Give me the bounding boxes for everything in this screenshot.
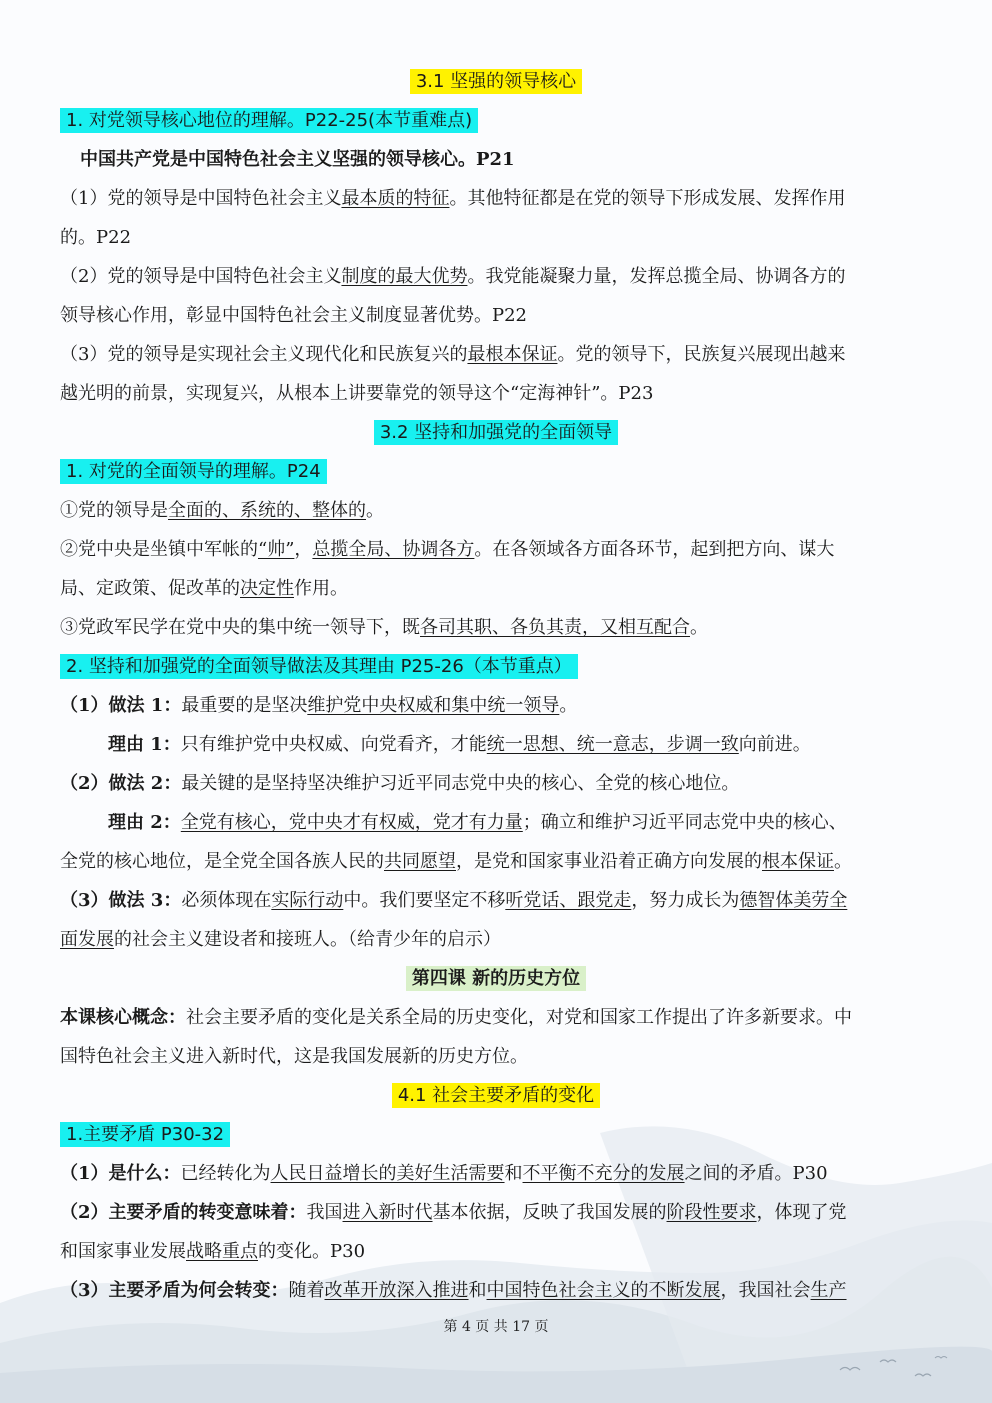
text: 中。我们要坚定不移 <box>343 890 506 911</box>
method-label: （1）做法 1： <box>60 695 182 716</box>
list-item-continuation <box>60 569 932 608</box>
underlined-term: 听党话、跟党走 <box>505 890 632 911</box>
paragraph-line <box>60 1271 932 1310</box>
underlined-term: 改革开放深入推进 <box>324 1280 469 1301</box>
underlined-term: 最本质的特征 <box>341 188 450 209</box>
underlined-term: “帅” <box>258 539 295 560</box>
reason-line <box>60 803 932 842</box>
text: （2）党的领导是中国特色社会主义 <box>60 266 342 287</box>
paragraph-line: 越光明的前景，实现复兴，从根本上讲要靠党的领导这个“定海神针”。P23 <box>60 383 654 404</box>
page-number-footer: 第 4 页 共 17 页 <box>443 1319 549 1335</box>
text: ，体现了党 <box>756 1202 847 1223</box>
list-item <box>60 608 932 647</box>
subheading: 1. 对党领导核心地位的理解。P22-25(本节重难点) <box>60 108 478 133</box>
underlined-term: 全面的、系统的、整体的 <box>168 500 366 521</box>
text: 社会主要矛盾的变化是关系全局的历史变化，对党和国家工作提出了许多新要求。中 <box>186 1007 852 1028</box>
underlined-term: 不平衡不充分的发展 <box>522 1163 685 1184</box>
text: ③党政军民学在党中央的集中统一领导下，既 <box>60 617 420 638</box>
method-continuation <box>60 920 932 959</box>
text: 基本依据，反映了我国发展的 <box>432 1202 667 1223</box>
intro-line: 中国共产党是中国特色社会主义坚强的领导核心。P21 <box>80 149 515 170</box>
lesson-4-heading <box>60 959 932 998</box>
underlined-term: 统一思想、统一意志，步调一致 <box>486 734 739 755</box>
paragraph-line <box>60 257 932 296</box>
text: ②党中央是坐镇中军帐的 <box>60 539 258 560</box>
text: 之间的矛盾。P30 <box>684 1163 828 1184</box>
underlined-term: 德智体美劳全 <box>739 890 848 911</box>
core-concept-line <box>60 998 932 1037</box>
subheading: 2. 坚持和加强党的全面领导做法及其理由 P25-26（本节重点） <box>60 654 578 679</box>
underlined-term: 战略重点 <box>186 1241 258 1262</box>
core-concept-continuation: 国特色社会主义进入新时代，这是我国发展新的历史方位。 <box>60 1046 528 1067</box>
text: 的变化。P30 <box>258 1241 366 1262</box>
document-body <box>60 62 932 1310</box>
text: 的社会主义建设者和接班人。（给青少年的启示） <box>114 929 501 950</box>
text: 。在各领域各方面各环节，起到把方向、谋大 <box>474 539 835 560</box>
underlined-term: 中国特色社会主义的不断发展 <box>486 1280 721 1301</box>
method-label: （3）做法 3： <box>60 890 182 911</box>
text: ，我国社会 <box>720 1280 811 1301</box>
reason-label: 理由 1： <box>108 734 181 755</box>
text: 。 <box>559 695 578 716</box>
item-label: （2）主要矛盾的转变意味着： <box>60 1202 307 1223</box>
text: 随着 <box>288 1280 325 1301</box>
underlined-term: 根本保证 <box>762 851 834 872</box>
text: 向前进。 <box>738 734 811 755</box>
method-label: （2）做法 2： <box>60 773 182 794</box>
subheading-row <box>60 452 932 491</box>
text: 。 <box>690 617 708 638</box>
list-item <box>60 491 932 530</box>
method-line <box>60 764 932 803</box>
text: 作用。 <box>294 578 348 599</box>
paragraph-line <box>60 179 932 218</box>
underlined-term: 共同愿望 <box>384 851 456 872</box>
text: 和 <box>504 1163 523 1184</box>
text: ；确立和维护习近平同志党中央的核心、 <box>522 812 847 833</box>
text: 。我党能凝聚力量，发挥总揽全局、协调各方的 <box>467 266 846 287</box>
text: 必须体现在 <box>181 890 272 911</box>
text: 最关键的是坚持坚决维护习近平同志党中央的核心、全党的核心地位。 <box>181 773 740 794</box>
text: ①党的领导是 <box>60 500 168 521</box>
text: 和国家事业发展 <box>60 1241 186 1262</box>
underlined-term: 决定性 <box>240 578 294 599</box>
reason-line <box>60 725 932 764</box>
section-3-2-heading <box>60 413 932 452</box>
item-label: （1）是什么： <box>60 1163 181 1184</box>
core-concept-label: 本课核心概念： <box>60 1007 186 1028</box>
subheading: 1.主要矛盾 P30-32 <box>60 1122 230 1147</box>
text: 。 <box>834 851 852 872</box>
paragraph-line <box>60 1193 932 1232</box>
section-title: 3.2 坚持和加强党的全面领导 <box>374 420 618 445</box>
text: 全党的核心地位，是全党全国各族人民的 <box>60 851 384 872</box>
underlined-term: 人民日益增长的美好生活需要 <box>270 1163 505 1184</box>
list-item <box>60 530 932 569</box>
text: 我国 <box>306 1202 343 1223</box>
subheading: 1. 对党的全面领导的理解。P24 <box>60 459 327 484</box>
subheading-row <box>60 101 932 140</box>
text: ， <box>294 539 313 560</box>
section-title: 4.1 社会主要矛盾的变化 <box>392 1083 600 1108</box>
text: ，努力成长为 <box>631 890 740 911</box>
underlined-term: 进入新时代 <box>342 1202 433 1223</box>
text: 。其他特征都是在党的领导下形成发展、发挥作用 <box>449 188 846 209</box>
paragraph-line: 的。P22 <box>60 227 132 248</box>
birds-decoration <box>830 1350 960 1390</box>
paragraph-line: 领导核心作用，彰显中国特色社会主义制度显著优势。P22 <box>60 305 528 326</box>
section-title: 3.1 坚强的领导核心 <box>410 69 582 94</box>
text: 。 <box>366 500 384 521</box>
underlined-term: 制度的最大优势 <box>341 266 468 287</box>
underlined-term: 各司其职、各负其责，又相互配合 <box>420 617 690 638</box>
underlined-term: 维护党中央权威和集中统一领导 <box>307 695 560 716</box>
item-label: （3）主要矛盾为何会转变： <box>60 1280 289 1301</box>
paragraph-line <box>60 1154 932 1193</box>
text: ，是党和国家事业沿着正确方向发展的 <box>456 851 762 872</box>
text: 只有维护党中央权威、向党看齐，才能 <box>180 734 487 755</box>
text: 。党的领导下，民族复兴展现出越来 <box>557 344 846 365</box>
paragraph-continuation <box>60 1232 932 1271</box>
text: 已经转化为 <box>180 1163 271 1184</box>
text: 局、定政策、促改革的 <box>60 578 240 599</box>
paragraph-line <box>60 335 932 374</box>
text: 和 <box>468 1280 487 1301</box>
underlined-term: 生产 <box>810 1280 847 1301</box>
section-3-1-heading <box>60 62 932 101</box>
reason-continuation <box>60 842 932 881</box>
underlined-term: 阶段性要求 <box>666 1202 757 1223</box>
text: （3）党的领导是实现社会主义现代化和民族复兴的 <box>60 344 468 365</box>
underlined-term: 面发展 <box>60 929 114 950</box>
underlined-term: 实际行动 <box>271 890 344 911</box>
subheading-row <box>60 1115 932 1154</box>
method-line <box>60 686 932 725</box>
subheading-row <box>60 647 932 686</box>
reason-label: 理由 2： <box>108 812 181 833</box>
section-4-1-heading <box>60 1076 932 1115</box>
underlined-term: 最根本保证 <box>467 344 558 365</box>
lesson-title: 第四课 新的历史方位 <box>406 966 586 991</box>
text: 最重要的是坚决 <box>181 695 308 716</box>
text: （1）党的领导是中国特色社会主义 <box>60 188 342 209</box>
method-line <box>60 881 932 920</box>
underlined-term: 总揽全局、协调各方 <box>312 539 475 560</box>
underlined-term: 全党有核心，党中央才有权威，党才有力量 <box>180 812 523 833</box>
